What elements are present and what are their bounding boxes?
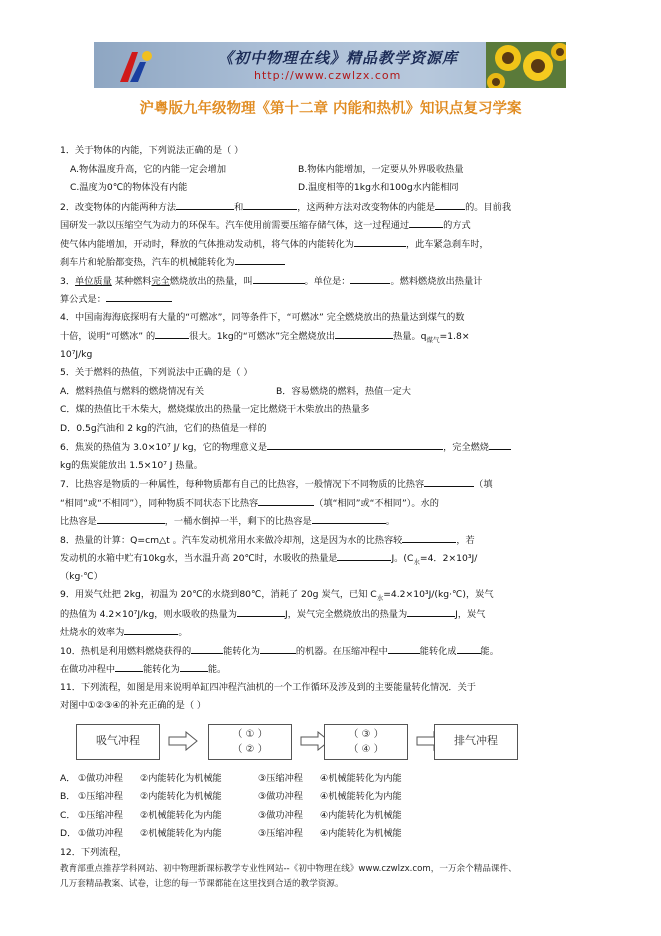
page-footer <box>60 862 608 892</box>
right-arrow-icon <box>168 731 198 751</box>
option-cell: ④机械能转化为内能 <box>320 772 402 784</box>
question-1-options-cd <box>60 179 608 198</box>
option-row <box>60 807 608 826</box>
option-c: C.温度为0℃的物体没有内能 <box>70 182 188 193</box>
answer-blank[interactable] <box>106 290 172 302</box>
answer-blank[interactable] <box>457 642 481 654</box>
engine-cycle-diagram <box>70 720 608 764</box>
option-label: D． <box>60 828 77 839</box>
option-cell: ②机械能转化为内能 <box>140 828 222 839</box>
question-10-line-2: 在做功冲程中 能转化为 能。 <box>60 660 608 679</box>
option-row <box>60 825 608 844</box>
footer-line-2: 几万套精品教案、试卷，让您的每一节课都能在这里找到合适的教学资源。 <box>60 879 344 889</box>
question-9-line-2: 的热值为 4.2×10⁷J/kg，则水吸收的热量为 J，炭气完全燃烧放出的热量为 J，炭气 <box>60 605 608 624</box>
option-d: D．0.5g汽油和 2 kg的汽油，它们的热值是一样的 <box>60 422 267 434</box>
answer-blank[interactable] <box>407 605 455 617</box>
question-11-line-2: 对图中①②③④的补充正确的是（ ） <box>60 700 207 711</box>
answer-blank[interactable] <box>312 512 386 524</box>
question-9-line-1: 9．用炭气灶把 2kg，初温为 20℃的水烧到80℃，消耗了 20g 炭气，已知 $C_水=4.2\times 10^3J/(kg\cdot℃)$，炭气 <box>60 589 494 602</box>
answer-blank[interactable] <box>180 660 208 672</box>
answer-blank[interactable] <box>237 605 285 617</box>
answer-blank[interactable] <box>97 512 165 524</box>
option-cell: ②内能转化为机械能 <box>140 791 222 802</box>
option-label: B． <box>60 791 76 802</box>
footer-line-1: 教育部重点推荐学科网站、初中物理新课标教学专业性网站--《初中物理在线》www.czwlzx.com，一万余个精品课件、 <box>60 864 517 874</box>
option-b: B．容易燃烧的燃料，热值一定大 <box>276 385 411 397</box>
option-d: D.温度相等的1kg水和100g水内能相同 <box>298 182 459 193</box>
question-7-line-2: “相同”或“不相同”），同种物质不同状态下比热容 （填“相同”或“不相同”）。水的 <box>60 494 608 513</box>
worksheet-body <box>60 142 608 862</box>
option-cell: ②机械能转化为内能 <box>140 809 222 821</box>
exhaust-stroke-box: 排气冲程 <box>434 724 518 760</box>
answer-blank[interactable] <box>260 642 296 654</box>
question-5-options-ab <box>60 383 608 402</box>
question-8-line-1: 8．热量的计算：Q=cm△t 。汽车发动机常用水来做冷却剂，这是因为水的比热容较 ，若 <box>60 531 608 550</box>
question-10-line-1: 10．热机是利用燃料燃烧获得的 能转化为 的机器。在压缩冲程中 能转化成 能。 <box>60 642 608 661</box>
question-2-line-4: 刹车片和轮胎都变热，汽车的机械能转化为 <box>60 253 608 272</box>
question-11-line-1: 11．下列流程，如图是用来说明单缸四冲程汽油机的一个工作循环及涉及到的主要能量转化情况．关于 <box>60 681 476 693</box>
option-cell: ④内能转化为机械能 <box>320 809 402 821</box>
question-8-line-2: 发动机的水箱中贮有10kg水，当水温升高 20℃时，水吸收的热量是 J。($C_水=4$．2×10³J/ <box>60 549 608 568</box>
option-cell: ①压缩冲程 <box>78 791 123 802</box>
option-a: A．燃料热值与燃料的燃烧情况有关 <box>60 385 205 397</box>
banner-title: 《初中物理在线》精品教学资源库 <box>218 49 459 67</box>
question-5-stem: 5．关于燃料的热值，下列说法中正确的是（ ） <box>60 367 253 378</box>
answer-blank[interactable] <box>115 660 143 672</box>
question-2-line-1: 2．改变物体的内能两种方法 和 ，这两种方法对改变物体的内能是 的。目前我 <box>60 198 608 217</box>
answer-blank[interactable] <box>388 642 420 654</box>
question-1-stem: 1．关于物体的内能，下列说法正确的是（ ） <box>60 145 244 156</box>
option-c: C．煤的热值比干木柴大，燃烧煤放出的热量一定比燃烧干木柴放出的热量多 <box>60 404 370 415</box>
option-cell: ①压缩冲程 <box>78 809 123 821</box>
question-11-options <box>60 770 608 844</box>
option-cell: ③压缩冲程 <box>258 772 303 784</box>
option-row <box>60 770 608 789</box>
answer-blank[interactable] <box>258 494 314 506</box>
option-b: B.物体内能增加，一定要从外界吸收热量 <box>298 163 464 175</box>
option-cell: ④内能转化为机械能 <box>320 828 402 839</box>
site-logo-icon <box>116 48 156 84</box>
question-12-line-1: 12．下列流程， <box>60 846 127 858</box>
answer-blank[interactable] <box>155 327 189 339</box>
option-row <box>60 788 608 807</box>
question-7-line-3: 比热容是 ，一桶水倒掉一半，剩下的比热容是 。 <box>60 512 608 531</box>
option-cell: ③做功冲程 <box>258 791 303 802</box>
answer-blank[interactable] <box>253 272 305 284</box>
question-6-line-1: 6．焦炭的热值为 3.0×10⁷ J/ kg，它的物理意义是 ，完全燃烧 <box>60 438 608 457</box>
answer-blank[interactable] <box>243 198 297 210</box>
question-9-line-3: 灶烧水的效率为 。 <box>60 623 608 642</box>
header-banner <box>94 42 566 88</box>
question-1-options-ab <box>60 161 608 180</box>
sunflower-image <box>486 42 566 88</box>
option-cell: ①做功冲程 <box>78 772 123 784</box>
document-title: 沪粤版九年级物理《第十二章 内能和热机》知识点复习学案 <box>139 101 522 117</box>
intake-stroke-box: 吸气冲程 <box>76 724 160 760</box>
option-cell: ②内能转化为机械能 <box>140 772 222 784</box>
answer-blank[interactable] <box>191 642 223 654</box>
banner-url[interactable]: http://www.czwlzx.com <box>254 69 402 82</box>
option-label: A． <box>60 772 76 784</box>
answer-blank[interactable] <box>424 475 474 487</box>
stroke-box-3-4: （ ③ ） （ ④ ） <box>324 724 408 760</box>
question-3-line-1: 3．单位质量 某种燃料完全燃烧放出的热量，叫 。单位是： 。燃料燃烧放出热量计 <box>60 272 608 291</box>
option-cell: ④机械能转化为内能 <box>320 791 402 802</box>
question-4-line-1: 4．中国南海海底探明有大量的“可燃冰”，同等条件下，“可燃冰” 完全燃烧放出的热量达到煤气的数 <box>60 311 465 323</box>
answer-blank[interactable] <box>409 216 443 228</box>
option-label: C． <box>60 809 76 821</box>
question-3-line-2: 算公式是： <box>60 290 608 309</box>
option-cell: ③做功冲程 <box>258 809 303 821</box>
option-cell: ③压缩冲程 <box>258 828 303 839</box>
answer-blank[interactable] <box>267 438 443 450</box>
question-4-line-3: 10⁷J/kg <box>60 348 93 360</box>
answer-blank[interactable] <box>489 438 511 450</box>
answer-blank[interactable] <box>124 623 178 635</box>
question-6-line-2: kg的焦炭能放出 1.5×10⁷ J 热量。 <box>60 459 203 471</box>
answer-blank[interactable] <box>354 235 406 247</box>
answer-blank[interactable] <box>235 253 285 265</box>
option-a: A.物体温度升高，它的内能一定会增加 <box>70 163 227 175</box>
answer-blank[interactable] <box>335 327 393 339</box>
stroke-box-1-2: （ ① ） （ ② ） <box>208 724 292 760</box>
question-4-line-2: 十倍，说明“可燃冰” 的 很大。1kg的“可燃冰”完全燃烧放出 热量。$q_{煤气}=1.8\times$ <box>60 327 608 346</box>
answer-blank[interactable] <box>337 549 391 561</box>
answer-blank[interactable] <box>435 198 465 210</box>
option-cell: ①做功冲程 <box>78 828 123 839</box>
answer-blank[interactable] <box>350 272 390 284</box>
question-2-line-2: 国研发一款以压缩空气为动力的环保车。汽车使用前需要压缩存储气体，这一过程通过 的方式 <box>60 216 608 235</box>
answer-blank[interactable] <box>402 531 456 543</box>
question-8-line-3: （kg·℃） <box>60 570 103 582</box>
question-2-line-3: 使气体内能增加，开动时，释放的气体推动发动机，将气体的内能转化为 ，此车紧急刹车时， <box>60 235 608 254</box>
question-7-line-1: 7．比热容是物质的一种属性，每种物质都有自己的比热容，一般情况下不同物质的比热容 （填 <box>60 475 608 494</box>
answer-blank[interactable] <box>176 198 234 210</box>
